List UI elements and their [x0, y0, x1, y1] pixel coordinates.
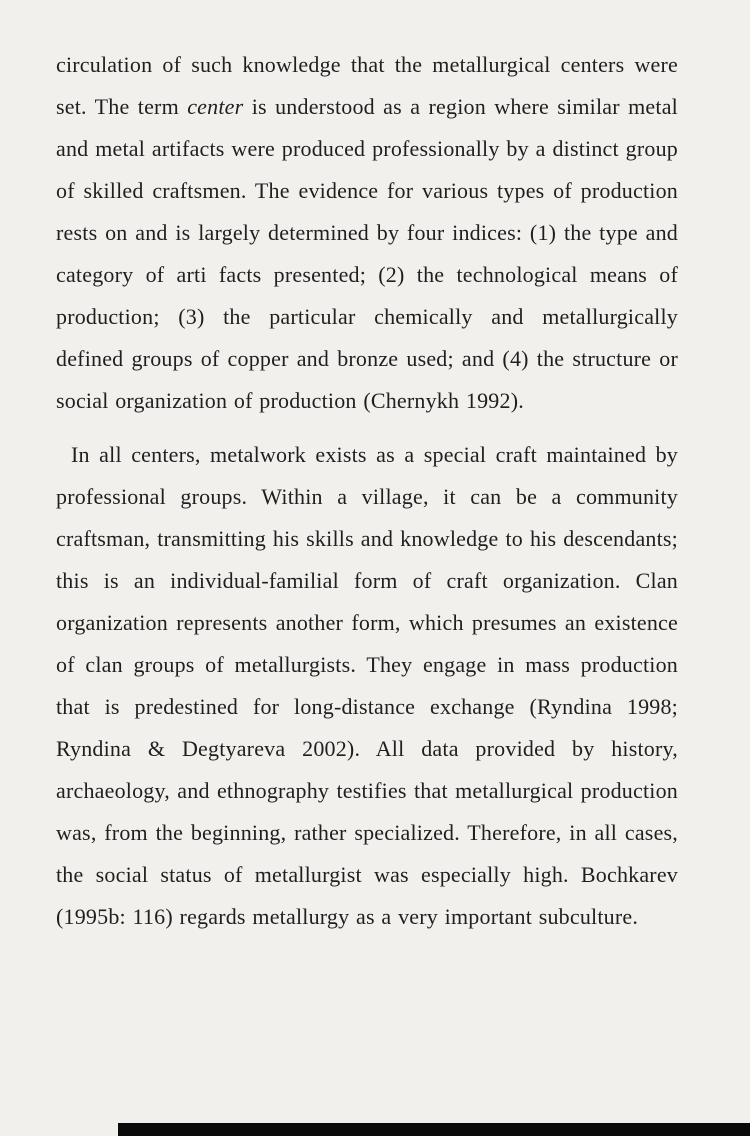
bottom-bar	[118, 1123, 750, 1136]
text-column	[56, 44, 678, 938]
text-segment: circulation of such knowledge that the metallurgical centers were set. The term	[56, 52, 678, 119]
paragraph-1	[56, 44, 678, 422]
text-segment: is understood as a region where similar metal and metal artifacts were produced professionally by a distinct group of skilled craftsmen. The evidence for various types of production rests on and is largely determined by four indices: (1) the type and category of arti facts presented; (2) the technological means of production; (3) the particular chemically and metallurgically defined groups of copper and bronze used; and (4) the structure or social organization of production (Chernykh 1992).	[56, 94, 678, 413]
text-segment: In all centers, metalwork exists as a special craft maintained by professional groups. Within a village, it can be a community craftsman, transmitting his skills and knowledge to his descendants; this is an individual-familial form of craft organization. Clan organization represents another form, which presumes an existence of clan groups of metallurgists. They engage in mass production that is predestined for long-distance exchange (Ryndina 1998; Ryndina & Degtyareva 2002). All data provided by history, archaeology, and ethnography testifies that metallurgical production was, from the beginning, rather specialized. Therefore, in all cases, the social status of metallurgist was especially high. Bochkarev (1995b: 116) regards metallurgy as a very important subculture.	[56, 442, 678, 929]
italic-term-center: center	[187, 94, 244, 119]
paragraph-2	[56, 434, 678, 938]
